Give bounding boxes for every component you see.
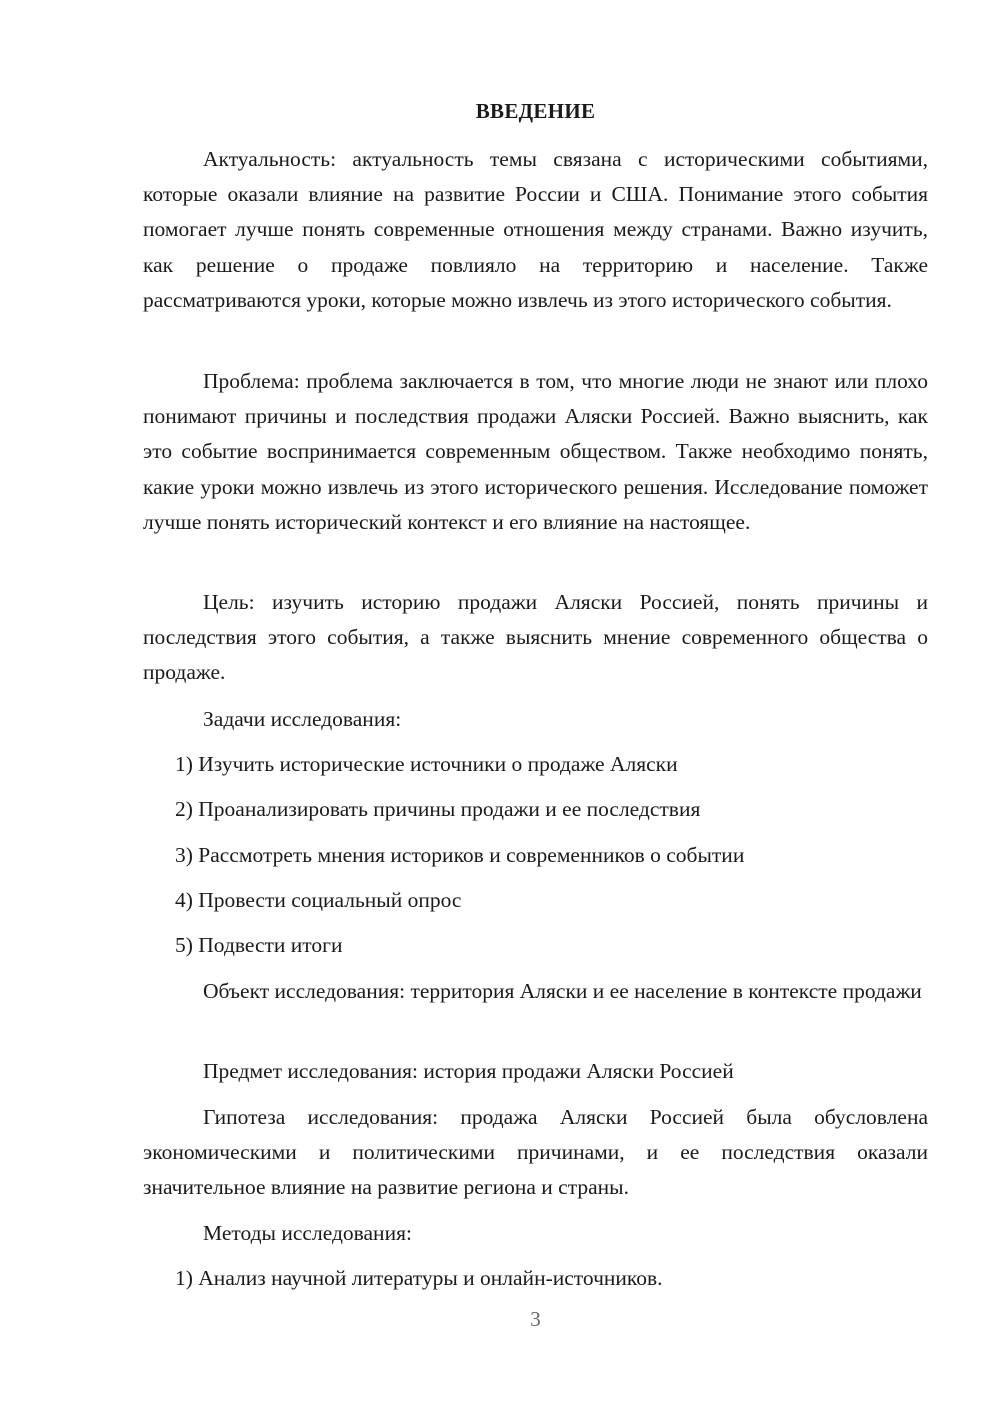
subject-paragraph: Предмет исследования: история продажи Аляски Россией [203, 1059, 734, 1083]
goal-paragraph: Цель: изучить историю продажи Аляски Россией, понять причины и последствия этого события, а также выяснить мнение современного общества о продаже. [143, 590, 928, 685]
page-number: 3 [530, 1307, 541, 1331]
problem-paragraph: Проблема: проблема заключается в том, что многие люди не знают или плохо понимают причины и последствия продажи Аляски Россией. Важно выяснить, как это событие воспринимается современным обществом. Также необходимо понять, какие уроки можно извлечь из этого исторического решения. Исследование поможет лучше понять исторический контекст и его влияние на настоящее. [143, 369, 928, 534]
task-item: 2) Проанализировать причины продажи и ее последствия [175, 797, 701, 821]
object-paragraph: Объект исследования: территория Аляски и ее население в контексте продажи [203, 979, 922, 1003]
tasks-heading: Задачи исследования: [203, 707, 402, 731]
task-item: 3) Рассмотреть мнения историков и современников о событии [175, 843, 745, 867]
hypothesis-paragraph: Гипотеза исследования: продажа Аляски Россией была обусловлена экономическими и политическими причинами, и ее последствия оказали значительное влияние на развитие региона и страны. [143, 1105, 928, 1200]
page-heading: ВВЕДЕНИЕ [475, 99, 596, 123]
methods-heading: Методы исследования: [203, 1221, 412, 1245]
method-item: 1) Анализ научной литературы и онлайн-источников. [175, 1266, 663, 1290]
relevance-paragraph: Актуальность: актуальность темы связана с историческими событиями, которые оказали влияние на развитие России и США. Понимание этого события помогает лучше понять современные отношения между странами. Важно изучить, как решение о продаже повлияло на территорию и население. Также рассматриваются уроки, которые можно извлечь из этого исторического события. [143, 147, 928, 312]
task-item: 4) Провести социальный опрос [175, 888, 462, 912]
task-item: 5) Подвести итоги [175, 933, 343, 957]
task-item: 1) Изучить исторические источники о продаже Аляски [175, 752, 678, 776]
